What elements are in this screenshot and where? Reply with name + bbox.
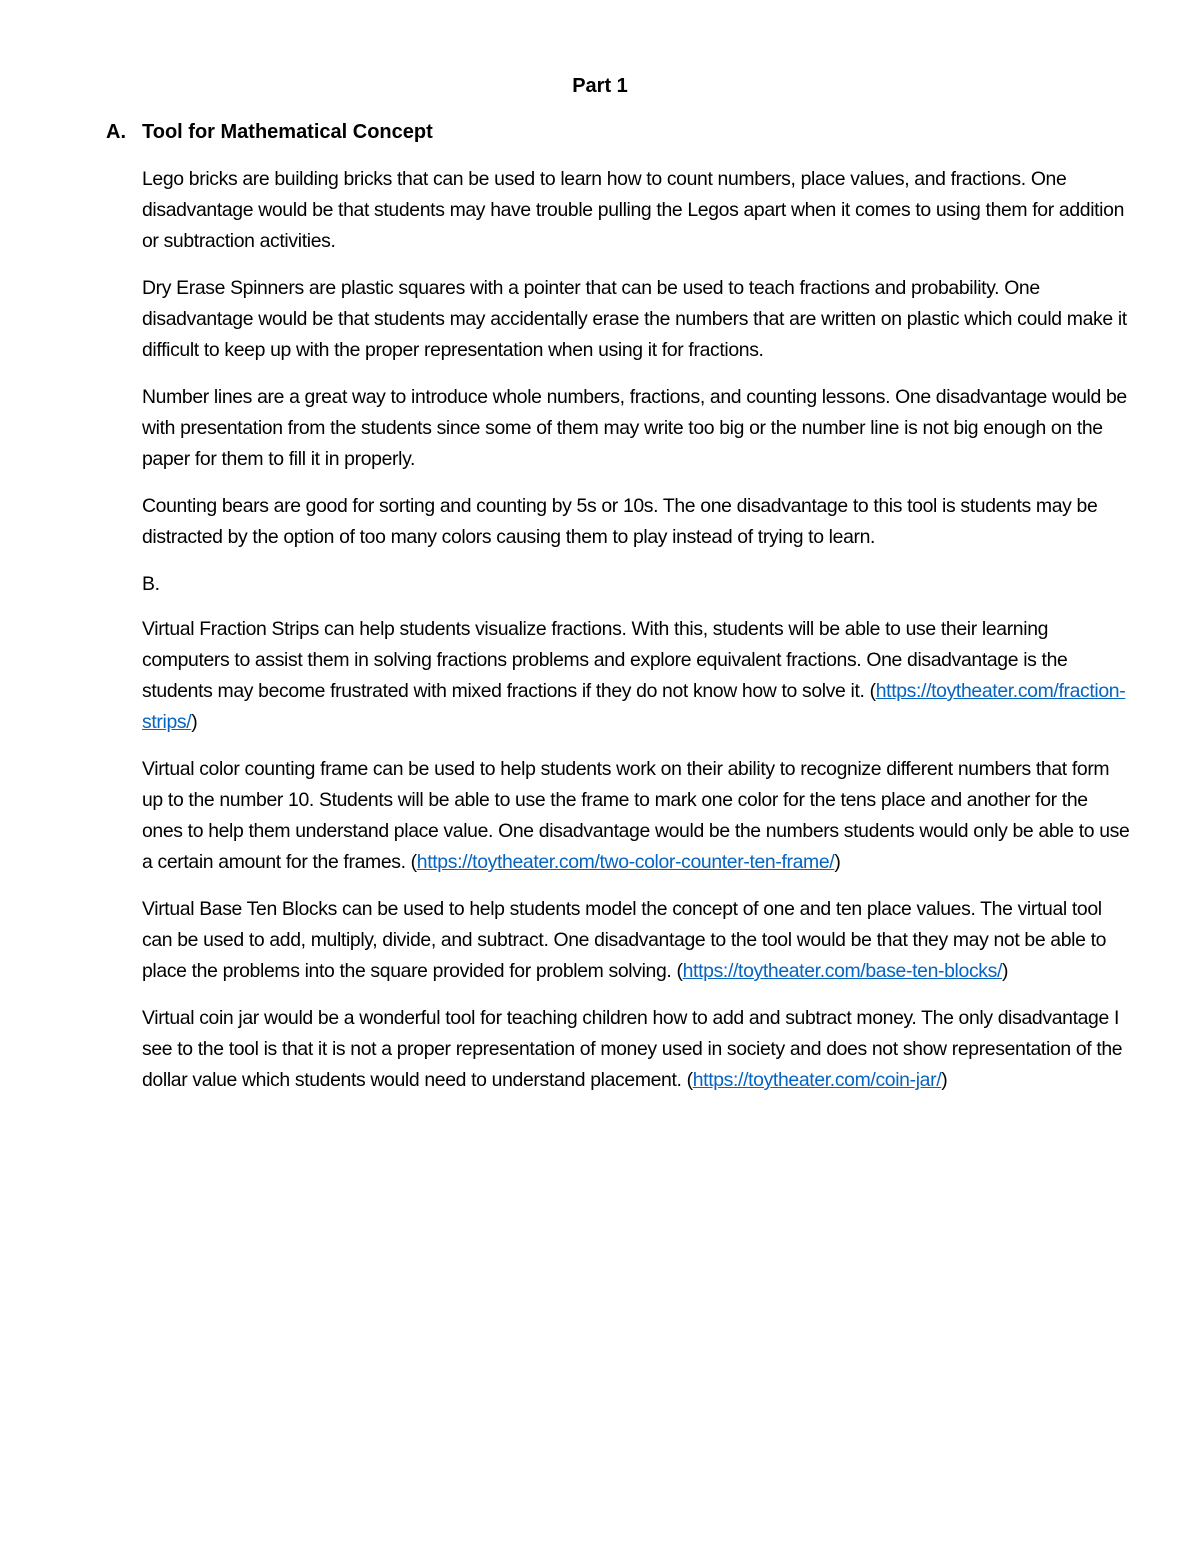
paragraph-text: Virtual coin jar would be a wonderful tool for teaching children how to add and subtract money. The only disadvantage I see to the tool is that it is not a proper representation of money used in society and does not show representation of the dollar value which students would need to understand placement. [142, 1007, 1123, 1091]
section-b-label: B. [142, 573, 160, 595]
link-coin-jar[interactable]: https://toytheater.com/coin-jar/ [692, 1069, 942, 1091]
open-paren: ( [686, 1069, 693, 1091]
section-a-letter: A. [106, 121, 126, 143]
open-paren: ( [410, 851, 417, 873]
link-ten-frame[interactable]: https://toytheater.com/two-color-counter-ten-frame/ [416, 851, 835, 873]
paragraph-fraction-strips [142, 614, 1132, 738]
section-a-heading [106, 118, 433, 146]
paragraph-base-ten-blocks [142, 894, 1132, 987]
close-paren: ) [834, 851, 841, 873]
document-body [142, 164, 1132, 1112]
link-base-ten-blocks[interactable]: https://toytheater.com/base-ten-blocks/ [682, 960, 1003, 982]
paragraph-coin-jar [142, 1003, 1132, 1096]
close-paren: ) [1002, 960, 1009, 982]
paragraph-lego-bricks: Lego bricks are building bricks that can be used to learn how to count numbers, place values, and fractions. One disadvantage would be that students may have trouble pulling the Legos apart when it comes to using them for addition or subtraction activities. [142, 168, 1125, 252]
close-paren: ) [191, 711, 198, 733]
open-paren: ( [676, 960, 683, 982]
paragraph-dry-erase-spinners: Dry Erase Spinners are plastic squares with a pointer that can be used to teach fractions and probability. One disadvantage would be that students may accidentally erase the numbers that are written on plastic which could make it difficult to keep up with the proper representation when using it for fractions. [142, 277, 1127, 361]
paragraph-number-lines: Number lines are a great way to introduce whole numbers, fractions, and counting lessons. One disadvantage would be with presentation from the students since some of them may write too big or the number line is not big enough on the paper for them to fill it in properly. [142, 386, 1127, 470]
page-title: Part 1 [572, 75, 628, 97]
close-paren: ) [941, 1069, 948, 1091]
paragraph-text: Virtual Fraction Strips can help students visualize fractions. With this, students will be able to use their learning computers to assist them in solving fractions problems and explore equivalent fractions. One disadvantage is the students may become frustrated with mixed fractions if they do not know how to solve it. [142, 618, 1068, 702]
paragraph-text: Virtual color counting frame can be used to help students work on their ability to recognize different numbers that form up to the number 10. Students will be able to use the frame to mark one color for the tens place and another for the ones to help them understand place value. One disadvantage would be the numbers students would only be able to use a certain amount for the frames. [142, 758, 1130, 873]
paragraph-counting-bears: Counting bears are good for sorting and counting by 5s or 10s. The one disadvantage to this tool is students may be distracted by the option of too many colors causing them to play instead of trying to learn. [142, 495, 1098, 548]
section-a-heading-text: Tool for Mathematical Concept [142, 121, 433, 143]
paragraph-counting-frame [142, 754, 1132, 878]
link-fraction-strips[interactable]: https://toytheater.com/fraction-strips/ [142, 680, 1126, 733]
paragraph-text: Virtual Base Ten Blocks can be used to help students model the concept of one and ten place values. The virtual tool can be used to add, multiply, divide, and subtract. One disadvantage to the tool would be that they may not be able to place the problems into the square provided for problem solving. [142, 898, 1107, 982]
open-paren: ( [869, 680, 876, 702]
